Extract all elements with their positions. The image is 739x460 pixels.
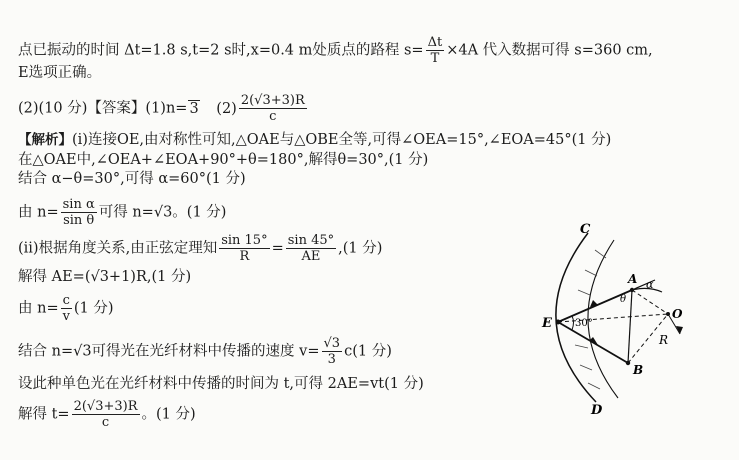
label-e: E <box>542 316 552 331</box>
text-line-6: 结合 α−θ=30°,可得 α=60°(1 分) <box>18 171 246 187</box>
line13-text-b: 。(1 分) <box>141 406 196 423</box>
label-a: A <box>628 272 638 286</box>
line10-text-b: (1 分) <box>73 300 114 317</box>
line8-text-a: (ii)根据角度关系,由正弦定理知 <box>18 240 218 257</box>
frac-den: AE <box>301 249 321 264</box>
point-b <box>626 361 630 365</box>
equals-sign: = <box>271 240 284 257</box>
text-line-5: 在△OAE中,∠OEA+∠EOA+90°+θ=180°,解得θ=30°,(1 分) <box>18 152 429 168</box>
text-line-2: E选项正确。 <box>18 65 102 81</box>
frac-den: 3 <box>327 352 336 367</box>
analysis-text: (i)连接OE,由对称性可知,△OAE与△OBE全等,可得∠OEA=15°,∠EOA=45°(1 分) <box>72 132 612 148</box>
frac-den: T <box>430 51 440 66</box>
line1-text-a: 点已振动的时间 Δt=1.8 s,t=2 s时,x=0.4 m处质点的路程 s= <box>18 42 424 59</box>
frac-num: 2(√3+3)R <box>240 93 305 108</box>
ray-a-b <box>628 290 632 363</box>
label-theta: θ <box>620 294 627 305</box>
ray-e-b <box>558 322 628 363</box>
label-o: O <box>672 307 683 321</box>
frac-num: sin 15° <box>221 233 268 248</box>
frac-num: sin 45° <box>287 233 335 248</box>
label-b: B <box>633 363 644 377</box>
frac-num: sin α <box>62 197 95 212</box>
line11-text-b: c(1 分) <box>344 343 392 360</box>
frac-num: Δt <box>427 35 443 50</box>
angle-arc-e <box>572 316 574 330</box>
analysis-heading: 【解析】 <box>18 132 72 148</box>
frac-num: 2(√3+3)R <box>73 399 138 414</box>
frac-num: √3 <box>323 336 341 351</box>
dashed-a-o <box>632 290 668 314</box>
frac-num: c <box>62 293 70 308</box>
line10-text-a: 由 n= <box>18 300 59 317</box>
frac-den: v <box>62 309 70 324</box>
line1-text-b: ×4A 代入数据可得 s=360 cm, <box>446 42 653 59</box>
frac-den: c <box>269 109 277 124</box>
line8-text-b: ,(1 分) <box>338 240 383 257</box>
text-line-9: 解得 AE=(√3+1)R,(1 分) <box>18 269 192 285</box>
sqrt-3: 3 <box>189 100 199 117</box>
label-alpha: α <box>646 278 654 291</box>
frac-den: c <box>101 415 110 430</box>
label-r: R <box>659 333 669 347</box>
label-d: D <box>591 403 603 418</box>
line11-text-a: 结合 n=√3可得光在光纤材料中传播的速度 v= <box>18 343 320 360</box>
line7-text-b: 可得 n=√3。(1 分) <box>98 204 227 221</box>
point-a <box>630 288 634 292</box>
label-angle-30: 30° <box>575 318 593 329</box>
answer-text-b: (2) <box>216 100 237 117</box>
point-e <box>556 320 561 325</box>
frac-den: sin θ <box>63 213 95 228</box>
line7-text-a: 由 n= <box>18 204 59 221</box>
frac-den: R <box>239 249 250 264</box>
answer-text-a: (2)(10 分)【答案】(1)n= <box>18 100 188 117</box>
label-c: C <box>580 222 591 237</box>
text-line-12: 设此种单色光在光纤材料中传播的时间为 t,可得 2AE=vt(1 分) <box>18 376 424 392</box>
line13-text-a: 解得 t= <box>18 406 70 423</box>
